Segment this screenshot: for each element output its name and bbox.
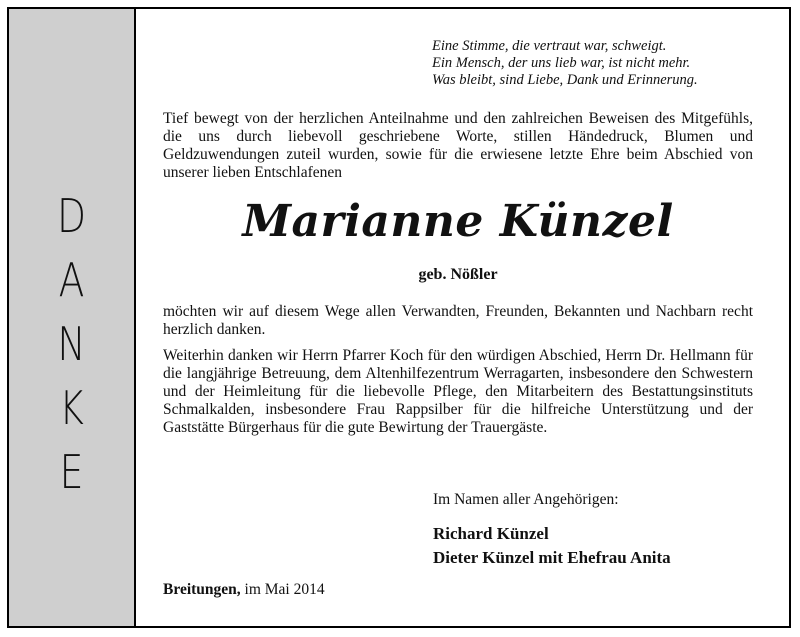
poem-line: Eine Stimme, die vertraut war, schweigt. [432,38,667,54]
danke-letter: N [57,317,86,371]
signer-name: Richard Künzel [433,524,549,543]
place: Breitungen, [163,581,241,598]
signer-name: Dieter Künzel mit Ehefrau Anita [433,548,671,567]
poem-line: Ein Mensch, der uns lieb war, ist nicht mehr. [432,55,691,71]
poem [432,38,698,89]
danke-title [9,184,134,504]
maiden-name: geb. Nößler [418,266,498,283]
date: im Mai 2014 [244,581,325,598]
danke-letter: A [58,253,85,307]
further-thanks-paragraph: Weiterhin danken wir Herrn Pfarrer Koch für den würdigen Abschied, Herrn Dr. Hellmann für die langjährige Betreuung, dem Altenhilfezentrum Werragarten, insbesondere den Schwestern und der Heimleitung für die liebevolle Pflege, den Mitarbeitern des Bestattungsinstituts Schmalkalden, insbesondere Frau Rappsilber für die hilfreiche Unterstützung und der Gaststätte Bürgerhaus für die gute Bewirtung der Trauergäste. [163,347,753,436]
danke-letter: E [59,445,84,499]
danke-letter: D [56,189,87,243]
closing-line: Im Namen aller Angehörigen: [433,491,619,508]
poem-line: Was bleibt, sind Liebe, Dank und Erinnerung. [432,72,698,88]
danke-letter: K [59,381,84,435]
place-date [163,581,325,599]
intro-paragraph: Tief bewegt von der herzlichen Anteilnahme und den zahlreichen Beweisen des Mitgefühls, die uns durch liebevoll geschriebene Worte, stillen Händedruck, Blumen und Geldzuwendungen zuteil wurden, sowie für die erwiesene letzte Ehre beim Abschied von unserer lieben Entschlafenen [163,110,753,181]
thanks-paragraph: möchten wir auf diesem Wege allen Verwandten, Freunden, Bekannten und Nachbarn recht herzlich danken. [163,303,753,338]
signers [433,522,671,570]
deceased-name: Marianne Künzel [242,196,674,247]
side-panel [7,7,136,628]
